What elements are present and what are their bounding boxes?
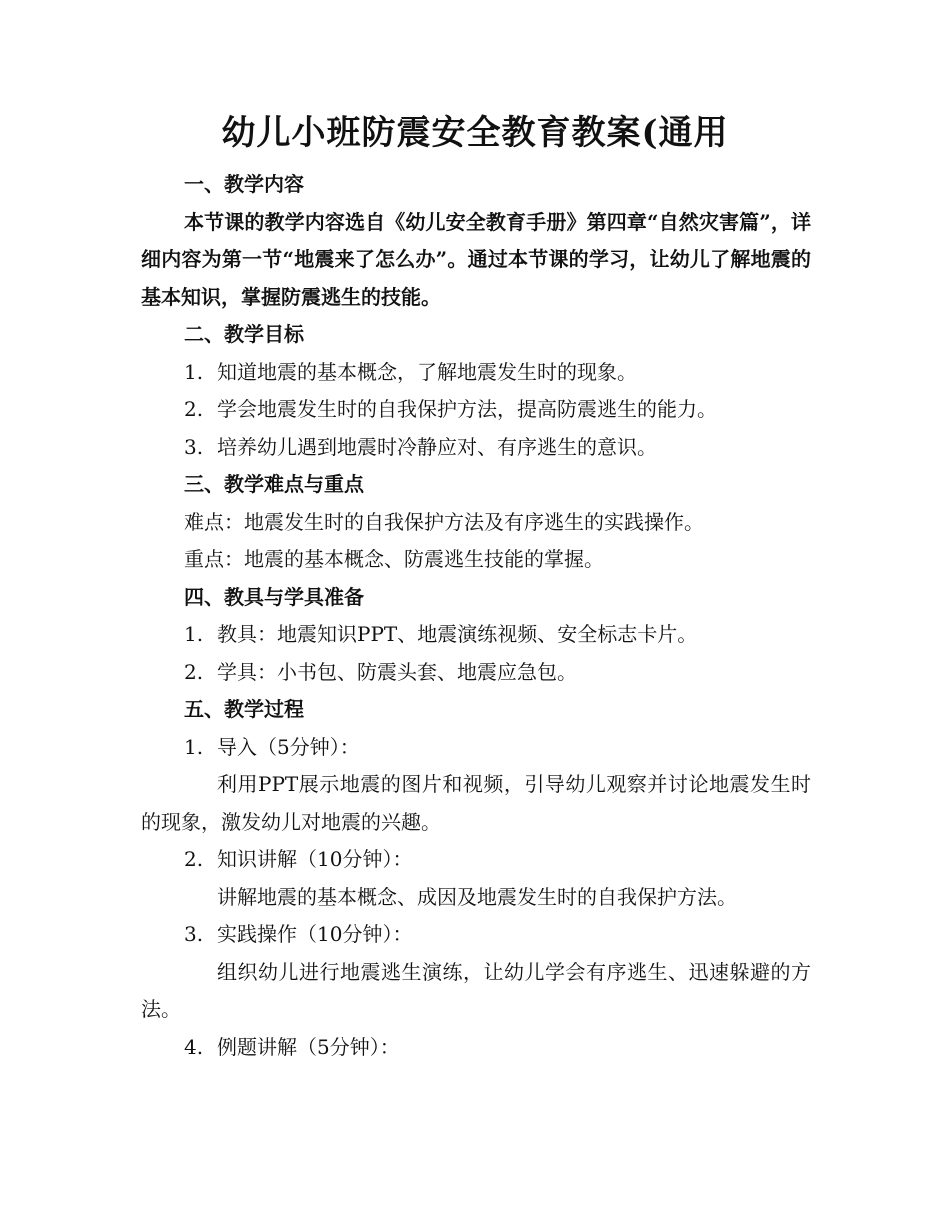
process-step-heading: [141, 916, 811, 954]
process-step-detail: 讲解地震的基本概念、成因及地震发生时的自我保护方法。: [217, 884, 737, 909]
process-step-detail: 利用PPT展示地震的图片和视频，引导幼儿观察并讨论地震发生时的现象，激发幼儿对地震的兴趣。: [141, 772, 811, 834]
list-item: [141, 616, 811, 654]
list-item-number: 1.: [184, 359, 204, 384]
section-heading-process: 五、教学过程: [184, 697, 304, 721]
process-step-label: 导入（5分钟）：: [217, 734, 360, 759]
key-point-text: 重点：地震的基本概念、防震逃生技能的掌握。: [184, 547, 604, 571]
list-item-number: 2.: [184, 847, 204, 871]
section-paragraph-content: 本节课的教学内容选自《幼儿安全教育手册》第四章“自然灾害篇”，详细内容为第一节“地震来了怎么办”。通过本节课的学习，让幼儿了解地震的基本知识，掌握防震逃生的技能。: [141, 209, 811, 309]
list-item-number: 1.: [184, 734, 204, 759]
list-item-number: 2.: [184, 659, 204, 684]
process-step-heading: [141, 1029, 811, 1067]
process-step-heading: [141, 841, 811, 879]
list-item-number: 3.: [184, 434, 204, 459]
process-step-label: 知识讲解（10分钟）：: [217, 847, 413, 871]
list-item: [141, 429, 811, 467]
list-item-number: 4.: [184, 1034, 204, 1059]
list-item-text: 学会地震发生时的自我保护方法，提高防震逃生的能力。: [217, 397, 717, 421]
list-item: [141, 654, 811, 692]
list-item: [141, 391, 811, 429]
difficulty-text: 难点：地震发生时的自我保护方法及有序逃生的实践操作。: [184, 509, 704, 534]
list-item-text: 学具：小书包、防震头套、地震应急包。: [217, 659, 577, 684]
process-step-label: 实践操作（10分钟）：: [217, 922, 413, 946]
list-item-text: 教具：地震知识PPT、地震演练视频、安全标志卡片。: [217, 622, 698, 646]
section-heading-materials: 四、教具与学具准备: [184, 584, 364, 609]
section-heading-content: 一、教学内容: [184, 172, 304, 196]
list-item-number: 1.: [184, 622, 204, 646]
list-item-text: 知道地震的基本概念，了解地震发生时的现象。: [217, 359, 637, 384]
list-item-number: 2.: [184, 397, 204, 421]
process-step-heading: [141, 729, 811, 767]
list-item-number: 3.: [184, 922, 204, 946]
document-title: 幼儿小班防震安全教育教案(通用: [221, 113, 729, 153]
list-item-text: 培养幼儿遇到地震时冷静应对、有序逃生的意识。: [217, 434, 657, 459]
list-item: [141, 354, 811, 392]
section-heading-objectives: 二、教学目标: [184, 322, 304, 346]
document-body: [141, 166, 811, 1066]
section-heading-key-points: 三、教学难点与重点: [184, 472, 364, 496]
process-step-label: 例题讲解（5分钟）：: [217, 1034, 400, 1059]
process-step-detail: 组织幼儿进行地震逃生演练，让幼儿学会有序逃生、迅速躲避的方法。: [141, 959, 811, 1021]
